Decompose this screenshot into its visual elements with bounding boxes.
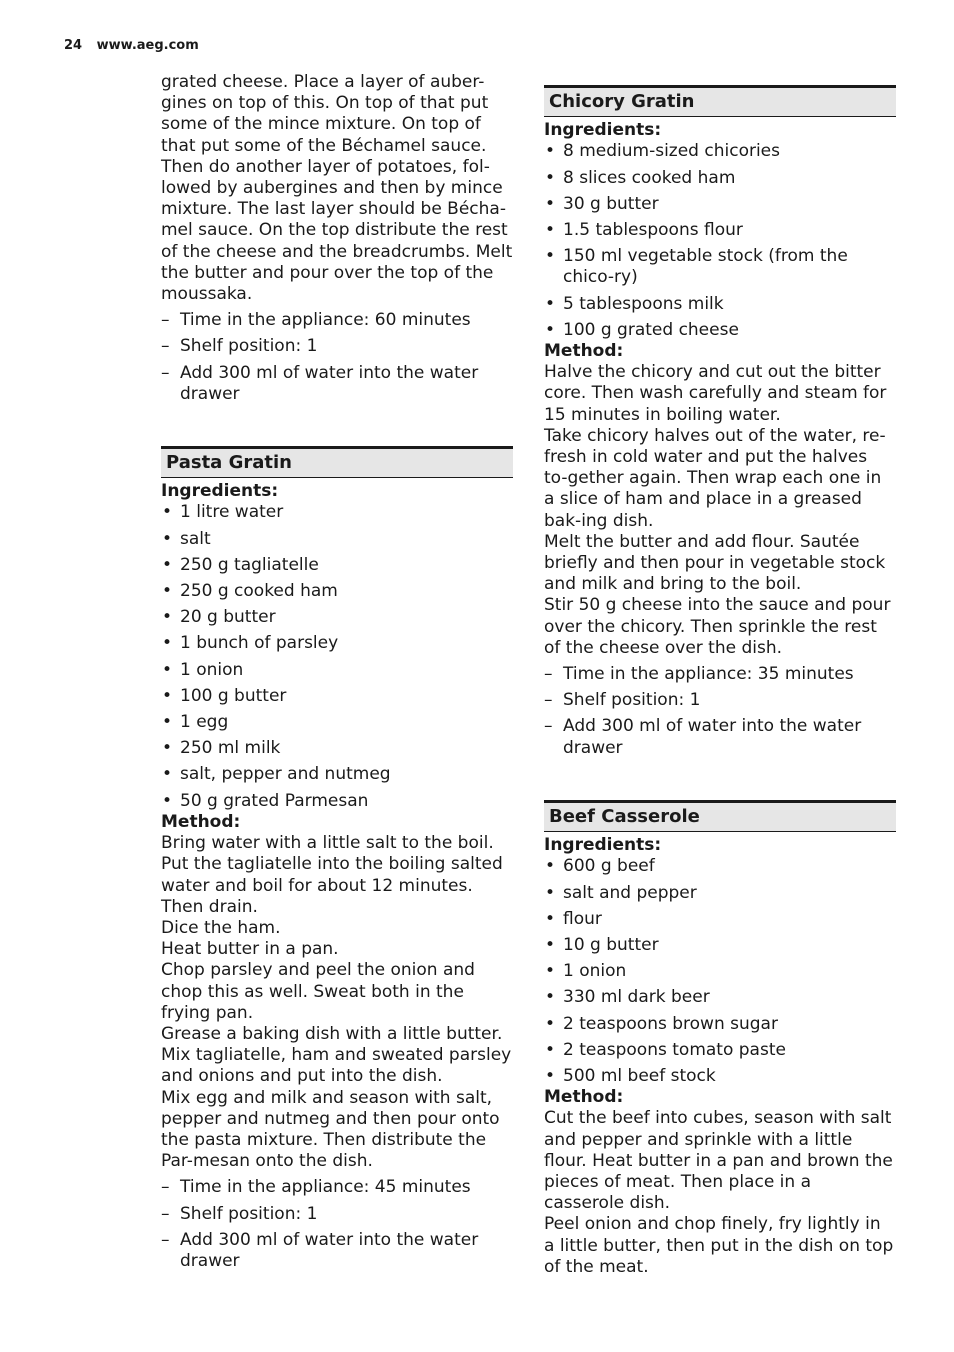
ingredient-item: • 1 egg — [161, 712, 513, 733]
method-paragraph: Cut the beef into cubes, season with salt and pepper and sprinkle with a little flour. Heat butter in a pan and brown the pieces of meat. Then place in a casserole dish. — [544, 1108, 893, 1214]
method-paragraph: Bring water with a little salt to the boil. Put the tagliatelle into the boiling salted water and boil for about 12 minutes. Then drain. — [161, 833, 503, 917]
step-item: – Add 300 ml of water into the water drawer — [161, 363, 513, 405]
method-paragraph: Heat butter in a pan. — [161, 939, 339, 960]
ingredient-item: • 2 teaspoons tomato paste — [544, 1040, 896, 1061]
ingredient-item: • 100 g grated cheese — [544, 320, 896, 341]
pasta-gratin-heading: Pasta Gratin — [161, 446, 513, 478]
ingredient-item: • 250 g cooked ham — [161, 581, 513, 602]
chicory-steps — [544, 664, 896, 759]
step-item: – Time in the appliance: 35 minutes — [544, 664, 896, 685]
ingredient-item: • 250 ml milk — [161, 738, 513, 759]
method-paragraph: Peel onion and chop finely, fry lightly in a little butter, then put in the dish on top of the meat. — [544, 1214, 894, 1277]
ingredient-item: • 1 onion — [544, 961, 896, 982]
ingredient-item: • 50 g grated Parmesan — [161, 791, 513, 812]
method-paragraph: Dice the ham. — [161, 917, 281, 938]
step-item: – Time in the appliance: 45 minutes — [161, 1177, 513, 1198]
method-paragraph: Grease a baking dish with a little butter. Mix tagliatelle, ham and sweated parsley and onions and put into the dish. — [161, 1023, 512, 1087]
ingredient-item: • 10 g butter — [544, 935, 896, 956]
intro-paragraph: Then do another layer of potatoes, fol-lowed by aubergines and then by mince mixture. The last layer should be Bécha-mel sauce. On the top distribute the rest of the cheese and the breadcrumbs. Melt the butter and pour over the top of the moussaka. — [161, 156, 513, 305]
ingredient-item: • 30 g butter — [544, 194, 896, 215]
ingredients-label: Ingredients: — [544, 120, 662, 141]
method-label: Method: — [544, 1087, 624, 1108]
step-item: – Shelf position: 1 — [161, 1204, 513, 1225]
step-item: – Add 300 ml of water into the water drawer — [161, 1230, 513, 1272]
ingredient-item: • 2 teaspoons brown sugar — [544, 1014, 896, 1035]
method-label: Method: — [161, 811, 241, 832]
ingredient-item: • 100 g butter — [161, 686, 513, 707]
method-paragraph: Mix egg and milk and season with salt, pepper and nutmeg and then pour onto the pasta mixture. Then distribute the Par-mesan onto the dish. — [161, 1087, 500, 1172]
method-paragraph: Stir 50 g cheese into the sauce and pour over the chicory. Then sprinkle the rest of the cheese over the dish. — [544, 595, 891, 658]
ingredient-item: • 500 ml beef stock — [544, 1066, 896, 1087]
method-paragraph: Take chicory halves out of the water, re-fresh in cold water and put the halves to-gether again. Then wrap each one in a slice of ham and place in a greased bak-ing dish. — [544, 425, 886, 531]
pasta-steps — [161, 1177, 513, 1272]
right-column — [544, 85, 896, 1278]
step-item: – Time in the appliance: 60 minutes — [161, 310, 513, 331]
ingredient-item: • 1 litre water — [161, 502, 513, 523]
ingredient-item: • 1 bunch of parsley — [161, 633, 513, 654]
ingredient-item: • salt, pepper and nutmeg — [161, 764, 513, 785]
chicory-gratin-heading: Chicory Gratin — [544, 85, 896, 117]
ingredient-item: • salt and pepper — [544, 883, 896, 904]
ingredient-item: • 600 g beef — [544, 856, 896, 877]
step-item: – Shelf position: 1 — [161, 336, 513, 357]
ingredient-item: • 1 onion — [161, 660, 513, 681]
method-paragraph: Melt the butter and add flour. Sautée briefly and then pour in vegetable stock and milk and bring to the boil. — [544, 531, 886, 595]
step-item: – Shelf position: 1 — [544, 690, 896, 711]
intro-steps — [161, 310, 513, 405]
ingredient-item: • flour — [544, 909, 896, 930]
ingredient-item: • 150 ml vegetable stock (from the chico-ry) — [544, 246, 896, 288]
site-url: www.aeg.com — [96, 38, 199, 53]
intro-paragraph: grated cheese. Place a layer of auber-gines on top of this. On top of that put some of the mince mixture. On top of that put some of the Béchamel sauce. — [161, 72, 489, 156]
ingredient-item: • 8 slices cooked ham — [544, 168, 896, 189]
ingredient-item: • 330 ml dark beer — [544, 987, 896, 1008]
step-item: – Add 300 ml of water into the water drawer — [544, 716, 896, 758]
beef-casserole-heading: Beef Casserole — [544, 800, 896, 832]
ingredient-item: • 8 medium-sized chicories — [544, 141, 896, 162]
method-paragraph: Halve the chicory and cut out the bitter core. Then wash carefully and steam for 15 minutes in boiling water. — [544, 362, 887, 425]
method-paragraph: Chop parsley and peel the onion and chop this as well. Sweat both in the frying pan. — [161, 960, 475, 1023]
left-column — [161, 72, 513, 1277]
page-header — [64, 38, 199, 53]
ingredients-label: Ingredients: — [544, 835, 662, 856]
ingredient-item: • salt — [161, 529, 513, 550]
beef-ingredients-list — [544, 856, 896, 1087]
ingredients-label: Ingredients: — [161, 481, 279, 502]
ingredient-item: • 20 g butter — [161, 607, 513, 628]
page-number: 24 — [64, 38, 83, 53]
pasta-ingredients-list — [161, 502, 513, 811]
chicory-ingredients-list — [544, 141, 896, 341]
ingredient-item: • 5 tablespoons milk — [544, 294, 896, 315]
method-label: Method: — [544, 341, 624, 362]
ingredient-item: • 1.5 tablespoons flour — [544, 220, 896, 241]
ingredient-item: • 250 g tagliatelle — [161, 555, 513, 576]
